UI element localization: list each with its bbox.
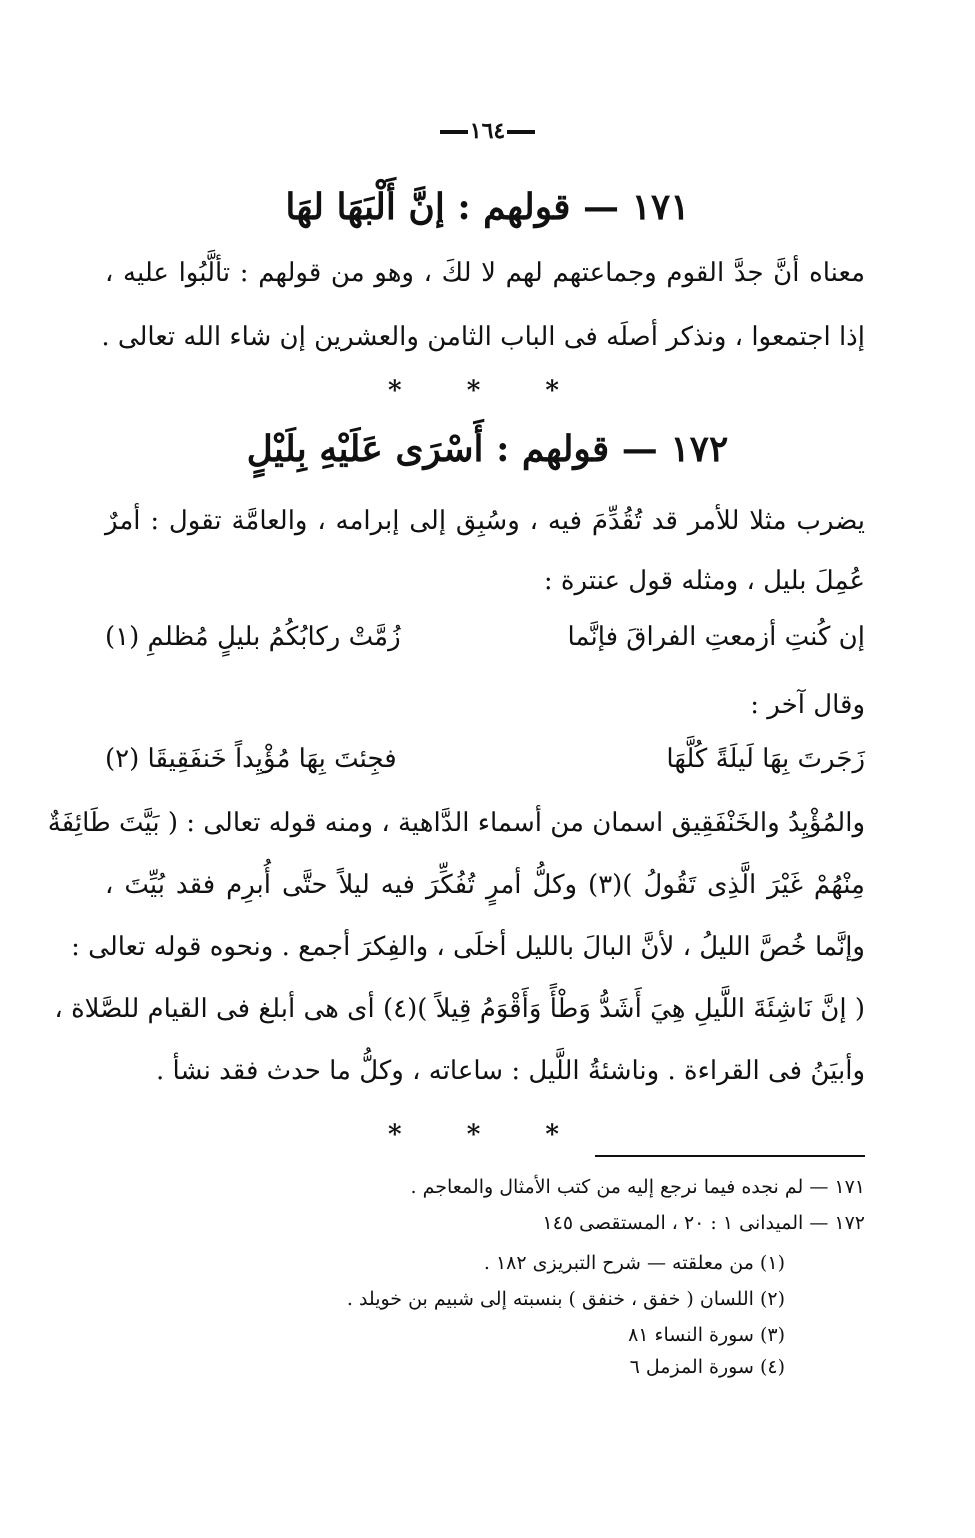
verse-2-intro: وقال آخر : xyxy=(750,690,865,720)
entry-171-line-2: إذا اجتمعوا ، ونذكر أصلَه فى الباب الثامن والعشرين إن شاء الله تعالى . xyxy=(101,322,865,352)
entry-172-line-5: وإنَّما خُصَّ الليلُ ، لأنَّ البالَ بالليل أخلَى ، والفِكرَ أجمع . ونحوه قوله تعالى : xyxy=(71,932,865,962)
verse-1 xyxy=(105,622,865,652)
footnote-172: ١٧٢ — الميدانى ١ : ٢٠ ، المستقصى ١٤٥ xyxy=(542,1212,865,1234)
entry-172-line-3: والمُؤْيِدُ والخَنْفَقِيق اسمان من أسماء الدَّاهية ، ومنه قوله تعالى : ( بَيَّتَ طَائِفَةٌ xyxy=(47,808,865,838)
entry-171-line-1: معناه أنَّ جدَّ القوم وجماعتهم لهم لا لكَ ، وهو من قولهم : تألَّبُوا عليه ، xyxy=(105,258,865,288)
entry-171-heading: ١٧١ — قولهم : إنَّ أَلْبَهَا لهَا xyxy=(285,186,690,228)
entry-172-line-4: مِنْهُمْ غَيْرَ الَّذِى تَقُولُ )(٣) وكلُّ أمرٍ تُفُكِّرَ فيه ليلاً حتَّى أُبرِم فقد بُيِّتَ ، xyxy=(105,870,865,900)
section-separator-1: * * * xyxy=(388,376,587,406)
entry-172-line-6: ( إنَّ نَاشِئَةَ اللَّيلِ هِيَ أَشَدُّ وَطْأً وَأَقْوَمُ قِيلاً )(٤) أى هى أبلغ فى القيام للصَّلاة ، xyxy=(54,994,865,1024)
footnote-4: (٤) سورة المزمل ٦ xyxy=(629,1356,785,1378)
page-number-dash-left xyxy=(440,130,468,134)
verse-1-second-hemistich: زُمَّتْ ركابُكُمُ بليلٍ مُظلمِ (١) xyxy=(105,622,401,652)
entry-172-line-1: يضرب مثلا للأمر قد تُقُدِّمَ فيه ، وسُبِق إلى إبرامه ، والعامَّة تقول : أمرٌ xyxy=(105,506,865,536)
section-separator-2: * * * xyxy=(388,1120,587,1150)
page-number-text: ١٦٤ xyxy=(469,118,506,144)
entry-172-line-7: وأبيَنُ فى القراءة . وناشئةُ اللَّيل : ساعاته ، وكلُّ ما حدث فقد نشأ . xyxy=(156,1056,865,1086)
footnote-1: (١) من معلقته — شرح التبريزى ١٨٢ . xyxy=(483,1252,785,1274)
verse-2 xyxy=(105,744,865,774)
footnote-3: (٣) سورة النساء ٨١ xyxy=(628,1324,785,1346)
verse-2-second-hemistich: فجِئتَ بِهَا مُؤْيِداً خَنفَقِيقَا (٢) xyxy=(105,744,397,774)
page-number xyxy=(0,118,975,144)
verse-2-first-hemistich: زَجَرتَ بِهَا لَيلَةً كُلَّهَا xyxy=(666,744,865,774)
footnote-2: (٢) اللسان ( خفق ، خنفق ) بنسبته إلى شبيم بن خويلد . xyxy=(346,1288,785,1310)
page-number-dash-right xyxy=(507,130,535,134)
footnote-171: ١٧١ — لم نجده فيما نرجع إليه من كتب الأمثال والمعاجم . xyxy=(410,1176,865,1198)
entry-172-line-2: عُمِلَ بليل ، ومثله قول عنترة : xyxy=(543,566,865,596)
footnote-rule xyxy=(595,1155,865,1157)
entry-172-heading: ١٧٢ — قولهم : أَسْرَى عَلَيْهِ بِلَيْلٍ xyxy=(246,428,729,470)
verse-1-first-hemistich: إن كُنتِ أزمعتِ الفراقَ فإنَّما xyxy=(567,622,865,652)
